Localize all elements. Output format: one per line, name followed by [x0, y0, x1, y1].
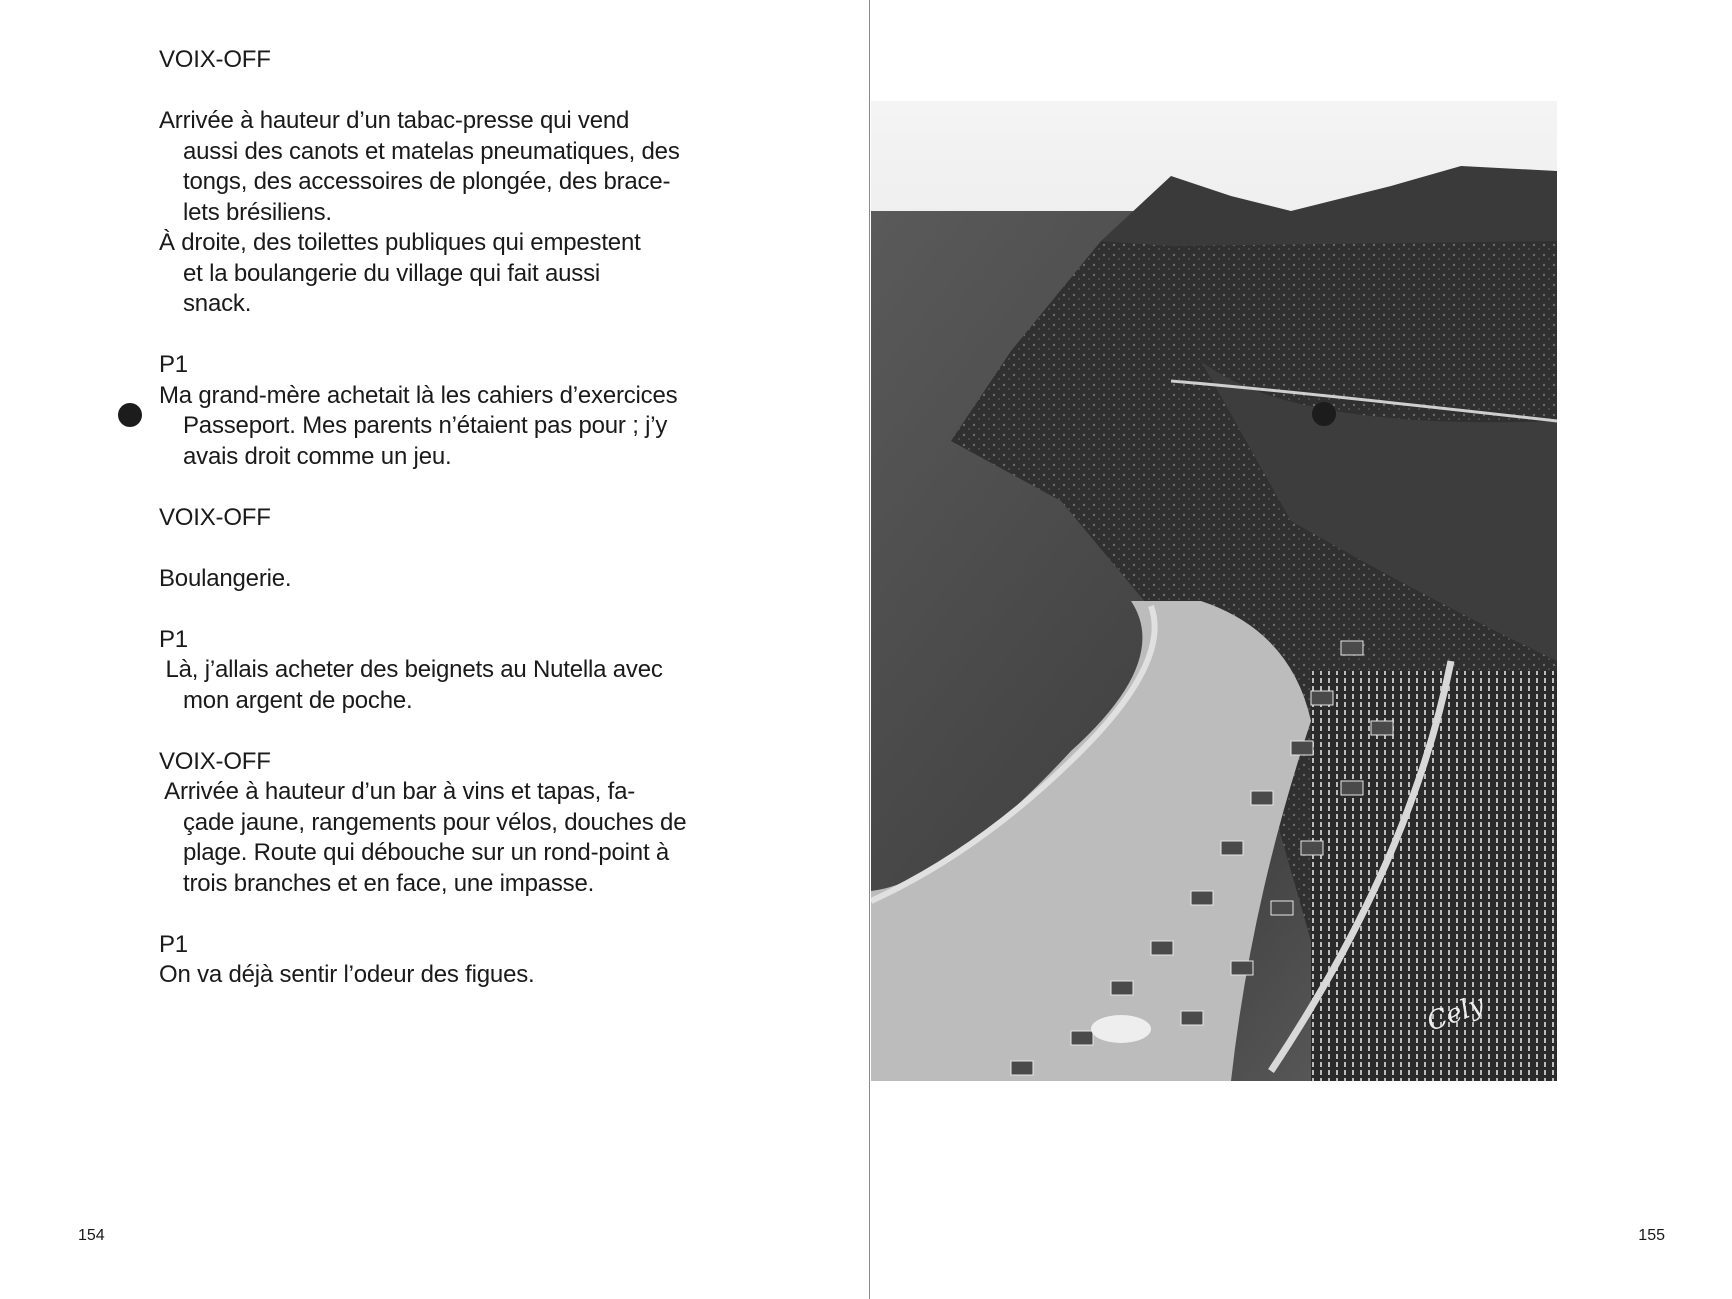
text-line: Ma grand-mère achetait là les cahiers d’exercices	[159, 381, 678, 409]
spine-divider	[869, 0, 870, 1299]
page-number-right: 155	[1638, 1227, 1665, 1244]
text-line: snack.	[183, 290, 252, 317]
script-text	[159, 45, 759, 991]
blank-line	[159, 320, 759, 351]
text-line: Passeport. Mes parents n’étaient pas pour ; j’y	[183, 412, 668, 439]
text-line: Arrivée à hauteur d’un tabac-presse qui vend	[159, 107, 630, 134]
blank-line	[159, 472, 759, 503]
text-line: On va déjà sentir l’odeur des figues.	[159, 961, 535, 988]
speaker-label: P1	[159, 930, 188, 958]
speaker-label: P1	[159, 351, 188, 378]
text-line: aussi des canots et matelas pneumatiques, des	[183, 137, 680, 165]
speaker-label: VOIX-OFF	[159, 747, 271, 775]
marker-dot	[1312, 402, 1336, 426]
right-page	[871, 0, 1732, 1299]
text-line: Là, j’allais acheter des beignets au Nutella avec	[159, 656, 663, 683]
marker-dot	[118, 403, 142, 427]
text-line: mon argent de poche.	[183, 686, 413, 714]
text-line: À droite, des toilettes publiques qui empestent	[159, 229, 641, 256]
blank-line	[159, 594, 759, 625]
text-line: lets brésiliens.	[183, 198, 332, 226]
speaker-label: VOIX-OFF	[159, 46, 271, 73]
speaker-label: P1	[159, 625, 188, 653]
text-line: et la boulangerie du village qui fait aussi	[183, 259, 601, 287]
text-line: Arrivée à hauteur d’un bar à vins et tapas, fa-	[159, 778, 636, 805]
text-line: trois branches et en face, une impasse.	[183, 869, 595, 897]
blank-line	[159, 533, 759, 564]
blank-line	[159, 899, 759, 930]
speaker-label: VOIX-OFF	[159, 503, 271, 531]
text-line: Boulangerie.	[159, 564, 292, 592]
page-number-left: 154	[78, 1227, 105, 1244]
text-line: çade jaune, rangements pour vélos, douches de	[183, 808, 687, 836]
text-line: avais droit comme un jeu.	[183, 442, 452, 470]
text-line: tongs, des accessoires de plongée, des brace-	[183, 168, 671, 195]
blank-line	[159, 716, 759, 747]
aerial-coast-photo	[871, 101, 1557, 1081]
photo-signature: Cely	[1423, 989, 1489, 1038]
blank-line	[159, 76, 759, 107]
text-line: plage. Route qui débouche sur un rond-point à	[183, 839, 670, 866]
